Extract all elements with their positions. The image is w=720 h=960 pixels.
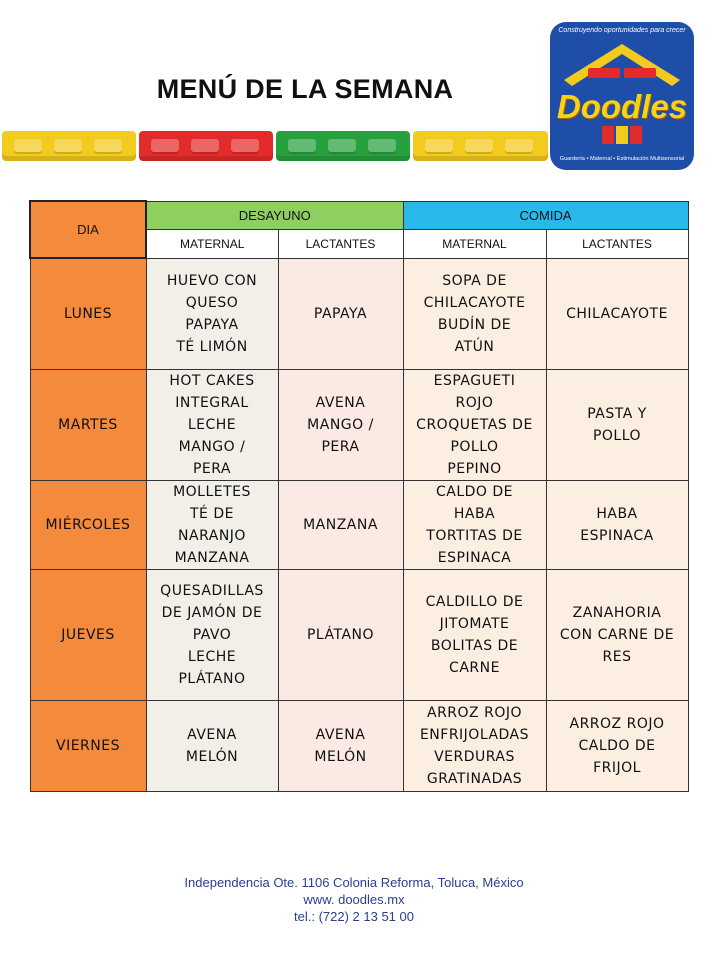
logo-footer: Guardería • Maternal • Estimulación Multisensorial: [559, 156, 685, 162]
day-cell: MARTES: [30, 369, 146, 480]
menu-item-line: JITOMATE: [439, 615, 510, 632]
menu-cell-comida-maternal: [403, 480, 546, 569]
menu-cell-comida-maternal: [403, 700, 546, 791]
menu-item-line: ARROZ ROJO: [427, 704, 522, 721]
menu-item-line: MANZANA: [303, 516, 378, 533]
menu-cell-desayuno-lactantes: [278, 480, 403, 569]
day-cell: LUNES: [30, 258, 146, 369]
red-brick: [139, 131, 273, 161]
menu-item-line: ENFRIJOLADAS: [419, 726, 530, 743]
page-title: MENÚ DE LA SEMANA: [156, 74, 454, 104]
menu-item-line: AVENA: [187, 726, 237, 743]
contact-footer: [0, 874, 708, 925]
menu-item-line: MANGO /: [178, 438, 246, 455]
doodles-logo: [550, 22, 694, 170]
menu-item-line: ESPAGUETI: [433, 372, 516, 389]
menu-item-line: CALDO DE: [435, 483, 514, 500]
menu-item-line: CON CARNE DE: [559, 626, 675, 643]
menu-item-line: CROQUETAS DE: [416, 416, 533, 433]
table-row: [30, 258, 688, 369]
subheader-maternal: MATERNAL: [146, 229, 278, 258]
menu-item-line: ESPINACA: [437, 549, 512, 566]
menu-cell-desayuno-maternal: [146, 258, 278, 369]
lego-brick-banner: [2, 131, 548, 163]
menu-cell-desayuno-maternal: [146, 700, 278, 791]
menu-cell-comida-lactantes: [546, 258, 688, 369]
table-row: [30, 569, 688, 700]
menu-cell-comida-lactantes: [546, 480, 688, 569]
header-desayuno: DESAYUNO: [146, 201, 403, 229]
menu-cell-desayuno-lactantes: [278, 258, 403, 369]
menu-item-line: HABA: [596, 505, 638, 522]
menu-item-line: BOLITAS DE: [430, 637, 519, 654]
menu-item-line: VERDURAS: [434, 748, 515, 765]
subheader-lactantes: LACTANTES: [546, 229, 688, 258]
menu-item-line: QUESADILLAS: [160, 582, 264, 599]
menu-item-line: CALDILLO DE: [425, 593, 524, 610]
menu-cell-comida-maternal: [403, 258, 546, 369]
menu-item-line: HABA: [453, 505, 496, 522]
menu-cell-desayuno-lactantes: [278, 569, 403, 700]
menu-item-line: PLÁTANO: [178, 670, 246, 687]
menu-cell-comida-maternal: [403, 369, 546, 480]
table-row: [30, 480, 688, 569]
menu-item-line: PERA: [192, 460, 232, 477]
menu-item-line: DE JAMÓN DE: [161, 604, 263, 621]
menu-item-line: POLLO: [450, 438, 499, 455]
menu-cell-comida-maternal: [403, 569, 546, 700]
menu-item-line: RES: [602, 648, 632, 665]
menu-cell-comida-lactantes: [546, 569, 688, 700]
menu-item-line: PERA: [321, 438, 360, 455]
menu-item-line: TÉ LIMÓN: [176, 338, 248, 355]
footer-website: www. doodles.mx: [303, 892, 405, 907]
yellow-brick: [413, 131, 548, 161]
menu-item-line: FRIJOL: [593, 759, 641, 776]
menu-item-line: TORTITAS DE: [426, 527, 523, 544]
menu-cell-comida-lactantes: [546, 700, 688, 791]
day-cell: JUEVES: [30, 569, 146, 700]
menu-cell-desayuno-lactantes: [278, 369, 403, 480]
header-comida: COMIDA: [403, 201, 688, 229]
menu-item-line: PEPINO: [447, 460, 502, 477]
menu-item-line: MOLLETES: [173, 483, 251, 500]
green-brick: [276, 131, 410, 161]
subheader-lactantes: LACTANTES: [278, 229, 403, 258]
menu-cell-desayuno-maternal: [146, 480, 278, 569]
logo-wordmark: Doodles: [556, 88, 688, 125]
menu-item-line: ZANAHORIA: [572, 604, 662, 621]
menu-item-line: AVENA: [315, 726, 366, 743]
menu-item-line: PAPAYA: [185, 316, 239, 333]
menu-cell-comida-lactantes: [546, 369, 688, 480]
menu-item-line: ESPINACA: [580, 527, 654, 544]
menu-cell-desayuno-maternal: [146, 569, 278, 700]
footer-address: Independencia Ote. 1106 Colonia Reforma, Toluca, México: [184, 875, 524, 890]
menu-item-line: GRATINADAS: [426, 770, 523, 787]
menu-item-line: LECHE: [187, 648, 237, 665]
menu-item-line: NARANJO: [178, 527, 246, 544]
logo-tagline: Construyendo oportunidades para crecer: [558, 27, 686, 34]
subheader-maternal: MATERNAL: [403, 229, 546, 258]
day-cell: VIERNES: [30, 700, 146, 791]
menu-item-line: POLLO: [592, 427, 642, 444]
menu-item-line: CALDO DE: [578, 737, 656, 754]
menu-item-line: SOPA DE: [442, 272, 507, 289]
menu-item-line: HUEVO CON: [166, 272, 258, 289]
header-dia: DIA: [30, 201, 146, 258]
menu-item-line: ROJO: [455, 394, 494, 411]
weekly-menu-table: [29, 200, 689, 792]
menu-rows: [30, 258, 688, 791]
yellow-brick: [2, 131, 136, 161]
menu-item-line: MELÓN: [314, 748, 367, 765]
menu-item-line: MANZANA: [174, 549, 250, 566]
menu-item-line: CHILACAYOTE: [423, 294, 526, 311]
table-row: [30, 369, 688, 480]
menu-item-line: ATÚN: [454, 338, 495, 355]
menu-item-line: MANGO /: [307, 416, 374, 433]
menu-item-line: PASTA Y: [587, 405, 647, 422]
menu-cell-desayuno-lactantes: [278, 700, 403, 791]
menu-item-line: LECHE: [187, 416, 237, 433]
menu-item-line: PAVO: [192, 626, 232, 643]
menu-cell-desayuno-maternal: [146, 369, 278, 480]
menu-item-line: INTEGRAL: [175, 394, 249, 411]
table-row: [30, 700, 688, 791]
menu-item-line: PAPAYA: [313, 305, 368, 322]
menu-item-line: PLÁTANO: [306, 626, 375, 643]
menu-item-line: ARROZ ROJO: [569, 715, 665, 732]
menu-item-line: AVENA: [315, 394, 366, 411]
menu-item-line: BUDÍN DE: [437, 316, 512, 333]
menu-item-line: TÉ DE: [190, 505, 234, 522]
menu-item-line: QUESO: [185, 294, 239, 311]
menu-item-line: MELÓN: [185, 748, 239, 765]
footer-phone: tel.: (722) 2 13 51 00: [294, 909, 414, 924]
day-cell: MIÉRCOLES: [30, 480, 146, 569]
menu-item-line: HOT CAKES: [169, 372, 255, 389]
menu-item-line: CARNE: [449, 659, 500, 676]
menu-item-line: CHILACAYOTE: [566, 305, 668, 322]
